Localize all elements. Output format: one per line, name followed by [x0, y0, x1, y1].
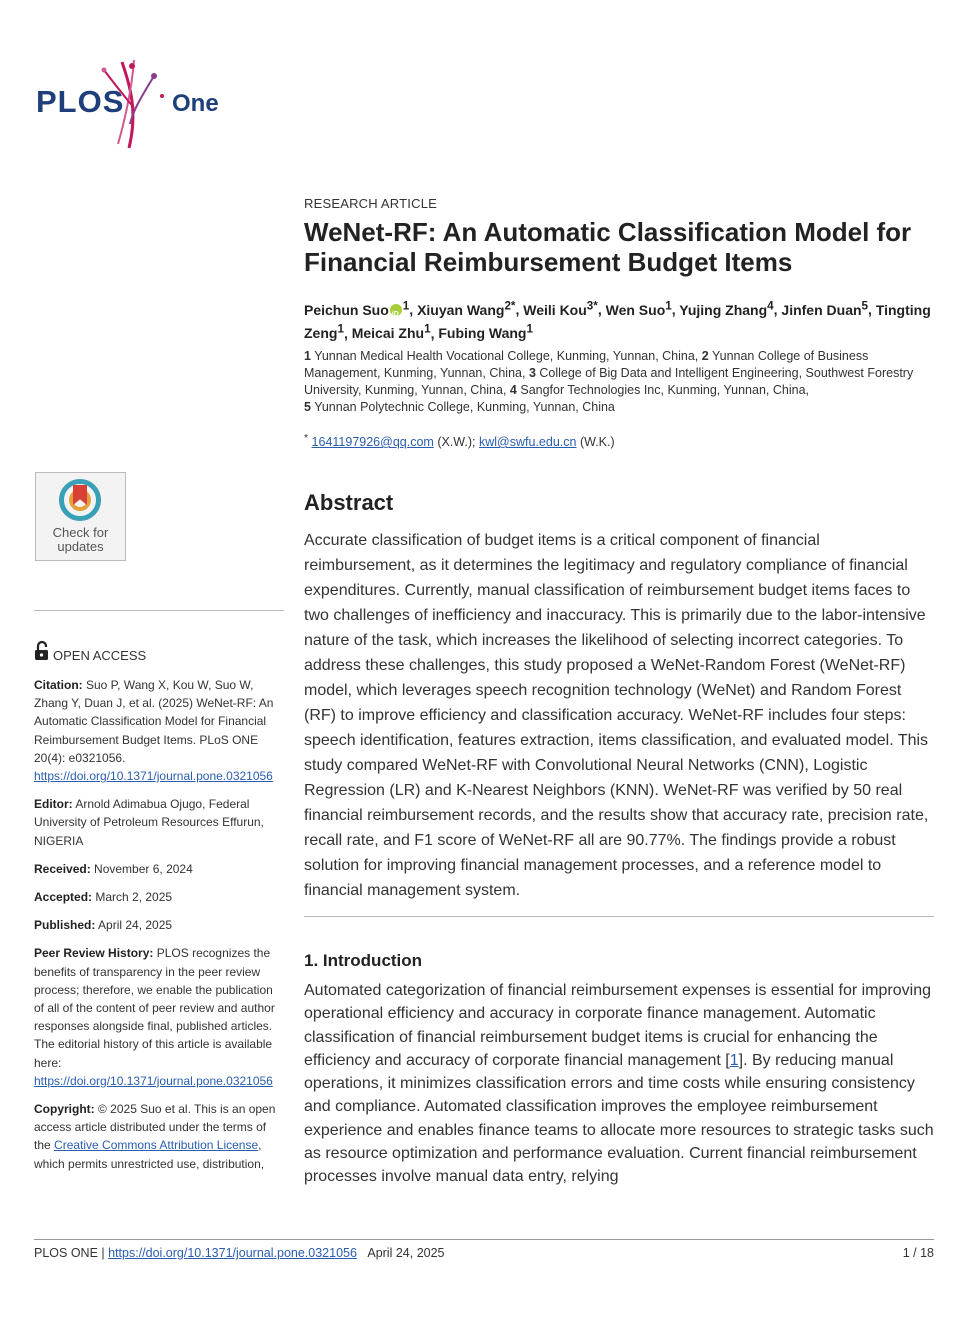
logo-journal: One [172, 90, 219, 117]
author[interactable]: Xiuyan Wang$^{2*}$ [417, 299, 516, 318]
introduction-text: Automated categorization of financial reimbursement expenses is essential for improving operational efficiency and accuracy in corporate finance management. Automatic classification of financial reimbursement budget items is crucial for enhancing the efficiency and accuracy of corporate financial management [1]. By reducing manual operations, it minimizes classification errors and time costs while ensuring consistency and compliance. Automated classification improves the employee reimbursement experience and enables finance teams to allocate more resources to strategic tasks such as resource optimization and performance evaluation. Current financial reimbursement processes involve manual data entry, relying [304, 982, 934, 1186]
email-link[interactable]: 1641197926@qq.com [311, 435, 434, 450]
author[interactable]: Yujing Zhang$^4$ [679, 299, 774, 318]
section-heading-introduction: 1. Introduction [304, 951, 423, 970]
abstract-text: Accurate classification of budget items is a critical component of financial reimbursement, as it determines the legitimacy and regulatory compliance of financial expenditures. Currently, manual classification of reimbursement budget items faces to two challenges of inefficiency and inaccuracy. This is primarily due to the labor-intensive nature of the task, which increases the likelihood of selecting incorrect categories. To address these challenges, this study proposed a WeNet-Random Forest (WeNet-RF) model, which leverages speech recognition technology (WeNet) and Random Forest (RF) to improve efficiency and classification accuracy. WeNet-RF includes four steps: speech identification, features extraction, items classification, and evaluated model. This study compared WeNet-RF with Convolutional Neural Networks (CNN), Logistic Regression (LR) and K-Nearest Neighbors (KNN). WeNet-RF was verified by 50 real financial reimbursement records, and the results show that accuracy rate, precision rate, recall rate, and F1 score of WeNet-RF all are 90.77%. The findings provide a robust solution for improving financial management processes, and a reference model to financial management system. [304, 532, 929, 899]
received-date: Received: November 6, 2024 [34, 861, 193, 876]
article-type: RESEARCH ARTICLE [304, 196, 437, 211]
footer-doi-link[interactable]: https://doi.org/10.1371/journal.pone.0321056 [108, 1246, 357, 1260]
corresponding-authors: * 1641197926@qq.com (X.W.); kwl@swfu.edu.cn (W.K.) [304, 433, 615, 450]
article-metadata [34, 676, 279, 1183]
open-access-label: OPEN ACCESS [53, 648, 147, 663]
author[interactable]: Tingting Zeng$^1$ [304, 301, 931, 342]
license-link[interactable]: Creative Commons Attribution License [54, 1138, 259, 1153]
footer-info [34, 1246, 445, 1260]
footer-date: April 24, 2025 [367, 1246, 445, 1260]
citation: Citation: Suo P, Wang X, Kou W, Suo W, Zhang Y, Duan J, et al. (2025) WeNet-RF: An Automatic Classification Model for Financial Reimbursement Budget Items. PLoS ONE 20(4): e0321056. https://doi.org/10.1371/journal.pone.0321056 [34, 678, 274, 784]
author[interactable]: Wen Suo$^1$ [605, 299, 672, 318]
footer-journal: PLOS ONE | [34, 1246, 105, 1260]
logo-brand: PLOS [36, 84, 125, 119]
copyright: Copyright: © 2025 Suo et al. This is an open access article distributed under the terms of the Creative Commons Attribution License, which permits unrestricted use, distribution, [34, 1102, 276, 1171]
author[interactable]: Meicai Zhu$^1$ [351, 322, 431, 342]
accepted-date: Accepted: March 2, 2025 [34, 890, 173, 905]
divider [304, 916, 934, 917]
footer-divider [34, 1239, 934, 1240]
orcid-icon[interactable] [390, 304, 402, 316]
peer-review-history: Peer Review History: PLOS recognizes the benefits of transparency in the peer review process; therefore, we enable the publication of all of the content of peer review and author responses alongside final, published articles. The editorial history of this article is available here: https://doi.org/10.1371/journal.pone.0321056 [34, 946, 275, 1088]
page-number: 1 / 18 [902, 1246, 934, 1260]
author[interactable]: Jinfen Duan$^5$ [781, 299, 869, 318]
open-lock-icon [34, 641, 49, 661]
email-link[interactable]: kwl@swfu.edu.cn [479, 435, 577, 450]
editor: Editor: Arnold Adimabua Ojugo, Federal University of Petroleum Resources Effurun, NIGERIA [34, 797, 264, 848]
author[interactable]: Fubing Wang$^1$ [438, 322, 533, 342]
author[interactable]: Weili Kou$^{3*}$ [523, 299, 598, 318]
peer-review-link[interactable]: https://doi.org/10.1371/journal.pone.0321056 [34, 1073, 273, 1088]
author[interactable]: Peichun SuoiD $^1$ [304, 302, 409, 318]
affiliations: 1 Yunnan Medical Health Vocational College, Kunming, Yunnan, China, 2 Yunnan College of Business Management, Kunming, Yunnan, China, 3 College of Big Data and Intelligent Engineering, Southwest Forestry University, Kunming, Yunnan, China, 4 Sangfor Technologies Inc, Kunming, Yunnan, China, 5 Yunnan Polytechnic College, Kunming, Yunnan, China [304, 349, 914, 414]
author-list: Peichun SuoiD $^1$, Xiuyan Wang$^{2*}$, Weili Kou$^{3*}$, Wen Suo$^1$, Yujing Zhang$^4$, Jinfen Duan$^5$, Tingting Zeng$^1$, Meicai Zhu$^1$, Fubing Wang$^1$ [304, 296, 934, 343]
article-title: WeNet-RF: An Automatic Classification Model for Financial Reimbursement Budget Items [304, 217, 912, 277]
citation-doi-link[interactable]: https://doi.org/10.1371/journal.pone.0321056 [34, 769, 273, 784]
check-for-updates-badge[interactable] [35, 472, 126, 561]
reference-link[interactable]: 1 [729, 1051, 739, 1069]
crossmark-label: Check for [52, 525, 109, 540]
divider [34, 610, 284, 611]
abstract-heading: Abstract [304, 490, 394, 515]
crossmark-label: updates [57, 539, 104, 554]
published-date: Published: April 24, 2025 [34, 918, 173, 933]
